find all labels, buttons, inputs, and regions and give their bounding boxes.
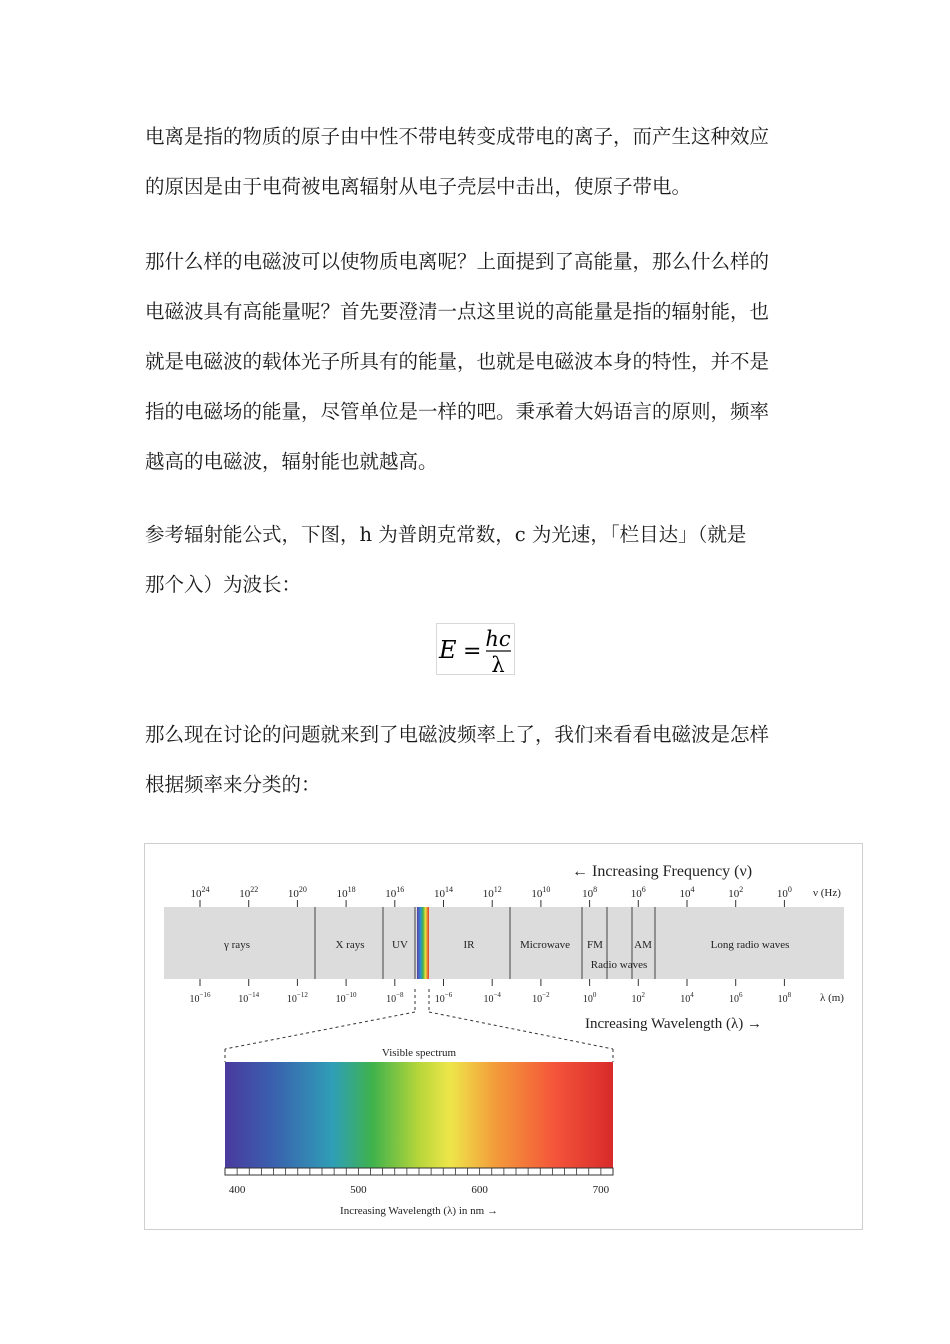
visible-tick-label: 600: [471, 1184, 488, 1196]
band-label: FM: [587, 939, 603, 951]
frequency-tick-label: $10^{18}$: [336, 885, 356, 900]
visible-tick-label: 500: [350, 1184, 367, 1196]
band-label: γ rays: [224, 939, 250, 951]
wavelength-tick-label: $10^2$: [631, 991, 646, 1005]
paragraph-line: 电离是指的物质的原子由中性不带电转变成带电的离子，而产生这种效应: [145, 125, 770, 148]
wavelength-tick-label: $10^8$: [777, 991, 792, 1005]
frequency-tick-label: $10^6$: [630, 885, 646, 900]
wavelength-tick-label: $10^{-2}$: [532, 991, 550, 1005]
frequency-tick-label: $10^2$: [728, 885, 744, 900]
band-label: Microwave: [519, 939, 571, 951]
paragraph-line: 就是电磁波的载体光子所具有的能量，也就是电磁波本身的特性，并不是: [145, 350, 770, 373]
wavelength-axis-title: Increasing Wavelength (λ) →: [585, 1016, 762, 1032]
em-spectrum-figure: [144, 843, 863, 1230]
band-label: X rays: [335, 939, 365, 951]
frequency-unit-label: ν (Hz): [813, 887, 841, 899]
energy-formula: [436, 623, 515, 675]
wavelength-tick-label: $10^0$: [582, 991, 597, 1005]
paragraph-2: [145, 237, 810, 487]
zoom-connector: [225, 1012, 415, 1049]
visible-spectrum-bar: [225, 1062, 613, 1168]
band-label: UV: [392, 939, 408, 951]
paragraph-line: 的原因是由于电荷被电离辐射从电子壳层中击出，使原子带电。: [145, 175, 692, 198]
wavelength-tick-label: $10^{-16}$: [189, 991, 211, 1005]
formula-denominator: λ: [491, 653, 505, 676]
frequency-tick-label: $10^{14}$: [434, 885, 453, 900]
paragraph-4: [145, 710, 810, 810]
wavelength-unit-label: λ (m): [820, 992, 844, 1004]
visible-spectrum-title: Visible spectrum: [381, 1047, 457, 1059]
paragraph-line: 电磁波具有高能量呢？首先要澄清一点这里说的高能量是指的辐射能，也: [145, 300, 770, 323]
band-label: Long radio waves: [710, 939, 790, 951]
band-label: IR: [463, 939, 475, 951]
frequency-tick-label: $10^{16}$: [385, 885, 405, 900]
frequency-tick-label: $10^8$: [582, 885, 598, 900]
formula-equals: =: [463, 639, 482, 664]
wavelength-tick-label: $10^{-4}$: [483, 991, 501, 1005]
visible-light-strip: [417, 907, 429, 979]
wavelength-tick-label: $10^{-6}$: [434, 991, 453, 1005]
wavelength-tick-label: $10^{-10}$: [335, 991, 357, 1005]
frequency-tick-label: $10^0$: [776, 885, 792, 900]
paragraph-1: [145, 112, 810, 212]
wavelength-tick-label: $10^{-14}$: [238, 991, 260, 1005]
paragraph-line: 指的电磁场的能量，尽管单位是一样的吧。秉承着大妈语言的原则，频率: [145, 400, 770, 423]
formula-lhs: E: [439, 636, 457, 664]
paragraph-line: 那个入）为波长：: [145, 573, 302, 596]
paragraph-line: 越高的电磁波，辐射能也就越高。: [145, 450, 438, 473]
formula-numerator: hc: [485, 627, 511, 651]
formula-graphic: [437, 624, 516, 676]
frequency-tick-label: $10^{12}$: [482, 885, 502, 900]
wavelength-tick-label: $10^6$: [728, 991, 743, 1005]
paragraph-3: [145, 510, 810, 610]
paragraph-line: 那么现在讨论的问题就来到了电磁波频率上了，我们来看看电磁波是怎样: [145, 723, 770, 746]
paragraph-line: 那什么样的电磁波可以使物质电离呢？上面提到了高能量，那么什么样的: [145, 250, 770, 273]
radio-waves-label: Radio waves: [590, 959, 648, 971]
paragraph-line: 参考辐射能公式，下图，h 为普朗克常数，c 为光速，「栏目达」（就是: [145, 523, 747, 546]
visible-tick-label: 700: [592, 1184, 610, 1196]
frequency-tick-label: $10^4$: [679, 885, 695, 900]
paragraph-line: 根据频率来分类的：: [145, 773, 321, 796]
wavelength-tick-label: $10^{-12}$: [286, 991, 308, 1005]
frequency-tick-label: $10^{20}$: [287, 885, 307, 900]
visible-tick-label: 400: [228, 1184, 246, 1196]
em-spectrum-diagram: [145, 844, 864, 1231]
frequency-tick-label: $10^{22}$: [239, 885, 259, 900]
frequency-tick-label: $10^{24}$: [190, 885, 210, 900]
band-label: AM: [634, 939, 652, 951]
visible-axis-title: Increasing Wavelength (λ) in nm →: [340, 1205, 498, 1217]
wavelength-tick-label: $10^{-8}$: [386, 991, 404, 1005]
wavelength-tick-label: $10^4$: [680, 991, 694, 1005]
frequency-axis-title: ← Increasing Frequency (ν): [572, 863, 753, 880]
frequency-tick-label: $10^{10}$: [531, 885, 551, 900]
